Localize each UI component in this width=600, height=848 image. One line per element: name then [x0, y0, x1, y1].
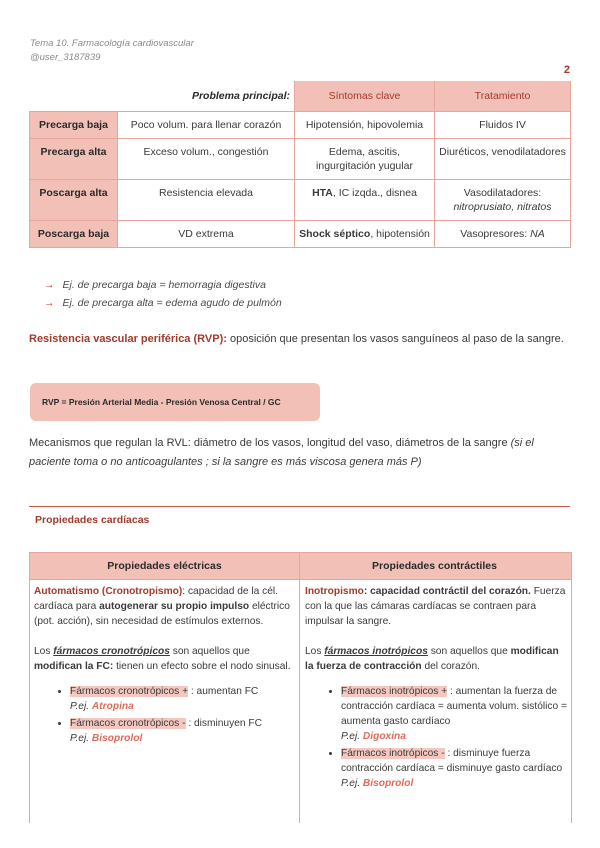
header-problem: Problema principal:	[30, 81, 295, 112]
arrow-right-icon: →	[44, 279, 55, 291]
text-bold: modifican la fuerza de contracción	[305, 646, 559, 672]
row-label: Precarga alta	[30, 139, 118, 180]
chronotropic-list	[34, 684, 294, 746]
list-item	[70, 684, 294, 714]
text-bold: modifican la FC:	[34, 661, 114, 672]
row-problem: Resistencia elevada	[118, 180, 295, 221]
example-text: Ej. de precarga alta = edema agudo de pulmón	[62, 297, 282, 309]
mechanisms-text: Mecanismos que regulan la RVL: diámetro de los vasos, longitud del vaso, diámetros de la sangre	[29, 437, 511, 449]
row-problem: VD extrema	[118, 221, 295, 248]
text-underlined: fármacos inotrópicos	[324, 646, 428, 657]
inotropism-term: Inotropismo	[305, 586, 364, 597]
course-title: Tema 10. Farmacología cardiovascular	[30, 38, 194, 49]
highlight: Fármacos inotrópicos -	[341, 748, 445, 759]
text-bold: autogenerar su propio impulso	[99, 601, 250, 612]
drug-name: Atropina	[91, 701, 134, 712]
treatment-text: Vasodilatadores:	[463, 187, 542, 199]
rvp-text: oposición que presentan los vasos sanguíneos al paso de la sangre.	[226, 333, 564, 345]
row-symptoms	[295, 221, 435, 248]
pej: P.ej.	[341, 731, 361, 742]
pej: P.ej.	[70, 733, 90, 744]
text-underlined: fármacos cronotrópicos	[53, 646, 170, 657]
text: : disminuyen FC	[185, 718, 262, 729]
list-item	[341, 684, 567, 744]
text: : aumentan FC	[188, 686, 259, 697]
treatment-italic: NA	[530, 228, 545, 240]
section-title: Propiedades cardíacas	[35, 514, 150, 526]
table-row	[30, 221, 571, 248]
list-item	[70, 716, 294, 746]
example-text: Ej. de precarga baja = hemorragia digestiva	[62, 279, 266, 291]
mechanisms-paragraph	[29, 434, 574, 472]
load-table	[29, 81, 571, 248]
row-label: Precarga baja	[30, 112, 118, 139]
arrow-right-icon: →	[44, 297, 55, 309]
text: Los	[34, 646, 54, 657]
row-treatment	[435, 180, 571, 221]
inotropism-paragraph	[305, 584, 567, 629]
column-divider	[299, 553, 300, 823]
table-row	[30, 112, 571, 139]
rvp-term: Resistencia vascular periférica (RVP):	[29, 333, 227, 345]
text: del corazón.	[421, 661, 480, 672]
inotropic-list	[305, 684, 567, 791]
examples-list	[44, 276, 282, 312]
automatism-paragraph	[34, 584, 294, 629]
list-item	[341, 746, 567, 791]
row-symptoms	[295, 180, 435, 221]
header-treatment: Tratamiento	[435, 81, 571, 112]
row-label: Poscarga alta	[30, 180, 118, 221]
table-row	[30, 139, 571, 180]
highlight: Fármacos cronotrópicos -	[70, 718, 186, 729]
treatment-italic: nitroprusiato, nitratos	[453, 201, 552, 213]
electric-column	[34, 584, 294, 748]
row-treatment: Diuréticos, venodilatadores	[435, 139, 571, 180]
row-label: Poscarga baja	[30, 221, 118, 248]
drug-name: Digoxina	[362, 731, 406, 742]
row-symptoms: Hipotensión, hipovolemia	[295, 112, 435, 139]
header-symptoms: Síntomas clave	[295, 81, 435, 112]
load-table-header	[30, 81, 571, 112]
contractile-column	[305, 584, 567, 793]
user-handle: @user_3187839	[30, 52, 101, 63]
list-item	[44, 276, 282, 294]
text: Los	[305, 646, 325, 657]
pej: P.ej.	[70, 701, 90, 712]
page-number: 2	[563, 64, 570, 76]
text-bold: : capacidad contráctil del corazón.	[363, 586, 531, 597]
drug-name: Bisoprolol	[362, 778, 414, 789]
automatism-term: Automatismo (Cronotropismo)	[34, 586, 183, 597]
highlight: Fármacos cronotrópicos +	[70, 686, 189, 697]
text: tienen un efecto sobre el nodo sinusal.	[113, 661, 291, 672]
text: : disminuye fuerza contracción cardíaca = disminuye gasto cardíaco	[341, 748, 563, 774]
symptom-rest: , IC izqda., disnea	[332, 187, 417, 199]
row-treatment: Fluidos IV	[435, 112, 571, 139]
table-row	[30, 180, 571, 221]
header-contractile: Propiedades contráctiles	[372, 560, 497, 572]
mechanisms-italic: (si el paciente toma o no anticoagulantes ; si la sangre es más viscosa genera más P)	[29, 437, 534, 468]
text: son aquellos que	[169, 646, 250, 657]
text: son aquellos que	[427, 646, 511, 657]
symptom-bold: HTA	[312, 187, 333, 199]
row-problem: Poco volum. para llenar corazón	[118, 112, 295, 139]
symptom-bold: Shock séptico	[299, 228, 371, 240]
chronotropic-paragraph	[34, 644, 294, 674]
drug-name: Bisoprolol	[91, 733, 143, 744]
symptom-rest: , hipotensión	[370, 228, 430, 240]
inotropic-paragraph	[305, 644, 567, 674]
row-symptoms: Edema, ascitis, ingurgitación yugular	[295, 139, 435, 180]
pej: P.ej.	[341, 778, 361, 789]
list-item	[44, 294, 282, 312]
text: eléctrico (pot. acción), sin necesidad de estímulos externos.	[34, 601, 290, 627]
highlight: Fármacos inotrópicos +	[341, 686, 448, 697]
properties-header	[30, 553, 571, 580]
doc-header	[30, 37, 194, 65]
text: Fuerza con la que las cámaras cardíacas se contraen para impulsar la sangre.	[305, 586, 566, 627]
header-electric: Propiedades eléctricas	[107, 560, 222, 572]
section-divider	[29, 506, 570, 507]
rvp-formula: RVP = Presión Arterial Media - Presión Venosa Central / GC	[30, 383, 320, 421]
rvp-definition	[29, 330, 569, 349]
text: : capacidad de la cél. cardíaca para	[34, 586, 278, 612]
row-problem: Exceso volum., congestión	[118, 139, 295, 180]
properties-table	[29, 552, 572, 823]
text: : aumentan la fuerza de contracción cardíaca = aumenta volum. sistólico = aumenta gasto cardíaco	[341, 686, 567, 727]
treatment-text: Vasopresores:	[460, 228, 531, 240]
row-treatment	[435, 221, 571, 248]
